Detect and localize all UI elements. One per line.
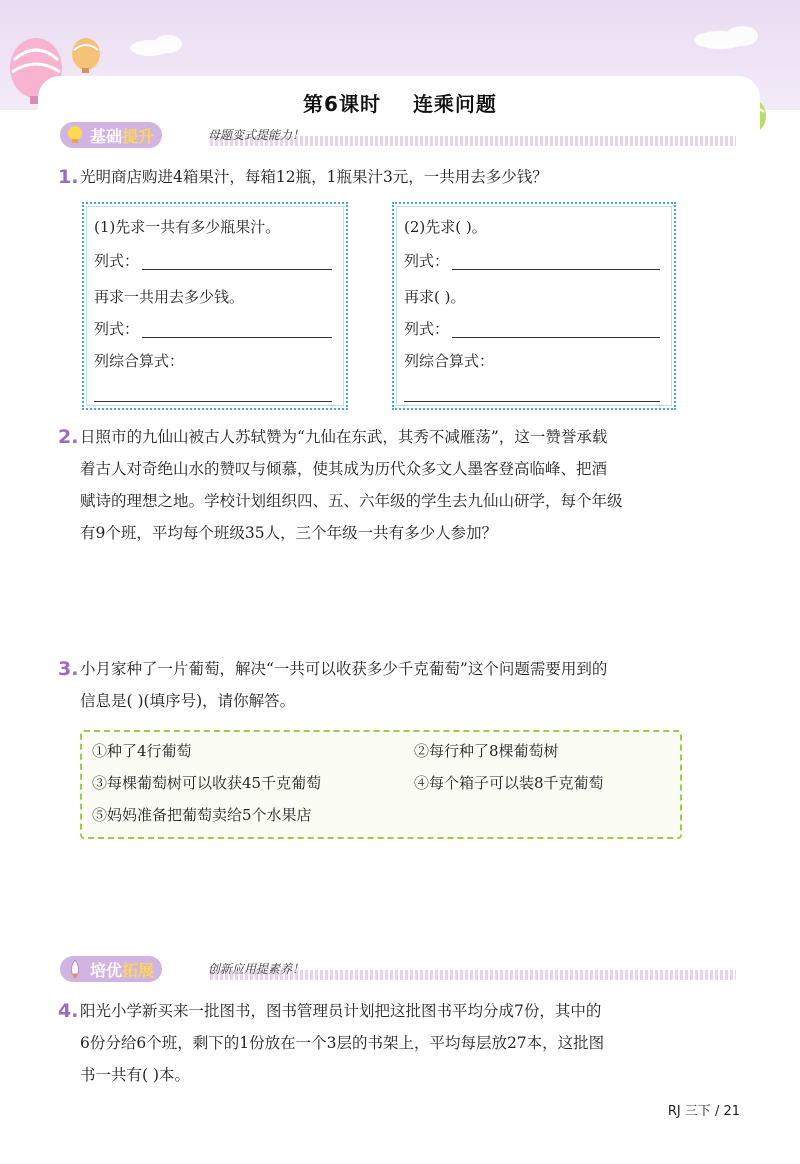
q1-right-combined-label: 列综合算式： xyxy=(404,352,495,370)
q1-left-formula1-label: 列式： xyxy=(94,252,140,270)
question-number-4: 4. xyxy=(58,1000,79,1022)
q1-right-answer-line-3[interactable] xyxy=(404,400,660,402)
rocket-icon xyxy=(64,958,86,980)
section-basic xyxy=(60,122,736,150)
q1-left-formula2-label: 列式： xyxy=(94,320,140,338)
question-number-3: 3. xyxy=(58,658,79,680)
question-number-2: 2. xyxy=(58,426,79,448)
question-4-line: 阳光小学新买来一批图书，图书管理员计划把这批图书平均分成7份，其中的 xyxy=(80,1002,602,1020)
cloud-icon xyxy=(130,26,758,56)
question-2-text xyxy=(80,421,750,549)
question-3-line: 信息是( )(填序号)，请你解答。 xyxy=(80,692,296,710)
question-1-text: 光明商店购进4箱果汁，每箱12瓶，1瓶果汁3元，一共用去多少钱？ xyxy=(80,168,548,186)
question-2-line: 赋诗的理想之地。学校计划组织四、五、六年级的学生去九仙山研学，每个年级 xyxy=(80,492,623,510)
lesson-number: 第6课时 xyxy=(303,92,381,116)
question-2-line: 有9个班，平均每个班级35人，三个年级一共有多少人参加？ xyxy=(80,524,498,542)
q3-info-item: ⑤妈妈准备把葡萄卖给5个水果店 xyxy=(92,806,312,824)
q1-right-step2: 再求( )。 xyxy=(404,288,466,306)
question-2-line: 着古人对奇绝山水的赞叹与倾慕，使其成为历代众多文人墨客登高临峰、把酒 xyxy=(80,460,608,478)
lesson-topic: 连乘问题 xyxy=(412,92,497,116)
question-4-text xyxy=(80,995,750,1091)
section-subtitle-basic: 母题变式提能力！ xyxy=(208,128,305,142)
q1-right-answer-line-2[interactable] xyxy=(452,336,660,338)
section-advanced xyxy=(60,956,736,984)
q3-info-box xyxy=(80,730,682,839)
question-4-line: 6份分给6个班，剩下的1份放在一个3层的书架上，平均每层放27本，这批图 xyxy=(80,1034,605,1052)
q3-info-item: ①种了4行葡萄 xyxy=(92,742,192,760)
q1-left-step1: (1)先求一共有多少瓶果汁。 xyxy=(94,218,281,236)
q1-left-combined-label: 列综合算式： xyxy=(94,352,185,370)
lightbulb-icon xyxy=(64,124,86,146)
section-subtitle-advanced: 创新应用提素养！ xyxy=(208,962,305,976)
section-badge-advanced: 培优 拓展 xyxy=(60,956,162,982)
question-3-text xyxy=(80,653,750,717)
q1-right-box xyxy=(392,202,676,410)
section-badge-basic: 基础 提升 xyxy=(60,122,162,148)
q1-right-formula2-label: 列式： xyxy=(404,320,450,338)
question-4-line: 书一共有( )本。 xyxy=(80,1066,191,1084)
question-3-line: 小月家种了一片葡萄，解决“一共可以收获多少千克葡萄”这个问题需要用到的 xyxy=(80,660,608,678)
q1-left-answer-line-2[interactable] xyxy=(142,336,332,338)
q1-left-answer-line-3[interactable] xyxy=(94,400,332,402)
q1-right-formula1-label: 列式： xyxy=(404,252,450,270)
orange-balloon-icon xyxy=(72,38,100,73)
page-title xyxy=(0,88,800,117)
q3-info-item: ③每棵葡萄树可以收获45千克葡萄 xyxy=(92,774,322,792)
q1-right-answer-line-1[interactable] xyxy=(452,268,660,270)
q1-left-step2: 再求一共用去多少钱。 xyxy=(94,288,245,306)
page-footer: RJ 三下 / 21 xyxy=(667,1104,740,1119)
question-2-line: 日照市的九仙山被古人苏轼赞为“九仙在东武，其秀不减雁荡”，这一赞誉承载 xyxy=(80,428,608,446)
q3-info-item: ④每个箱子可以装8千克葡萄 xyxy=(414,774,604,792)
question-number-1: 1. xyxy=(58,166,79,188)
q3-info-item: ②每行种了8棵葡萄树 xyxy=(414,742,559,760)
q1-left-box xyxy=(82,202,348,410)
q1-left-answer-line-1[interactable] xyxy=(142,268,332,270)
q1-right-step1: (2)先求( )。 xyxy=(404,218,487,236)
